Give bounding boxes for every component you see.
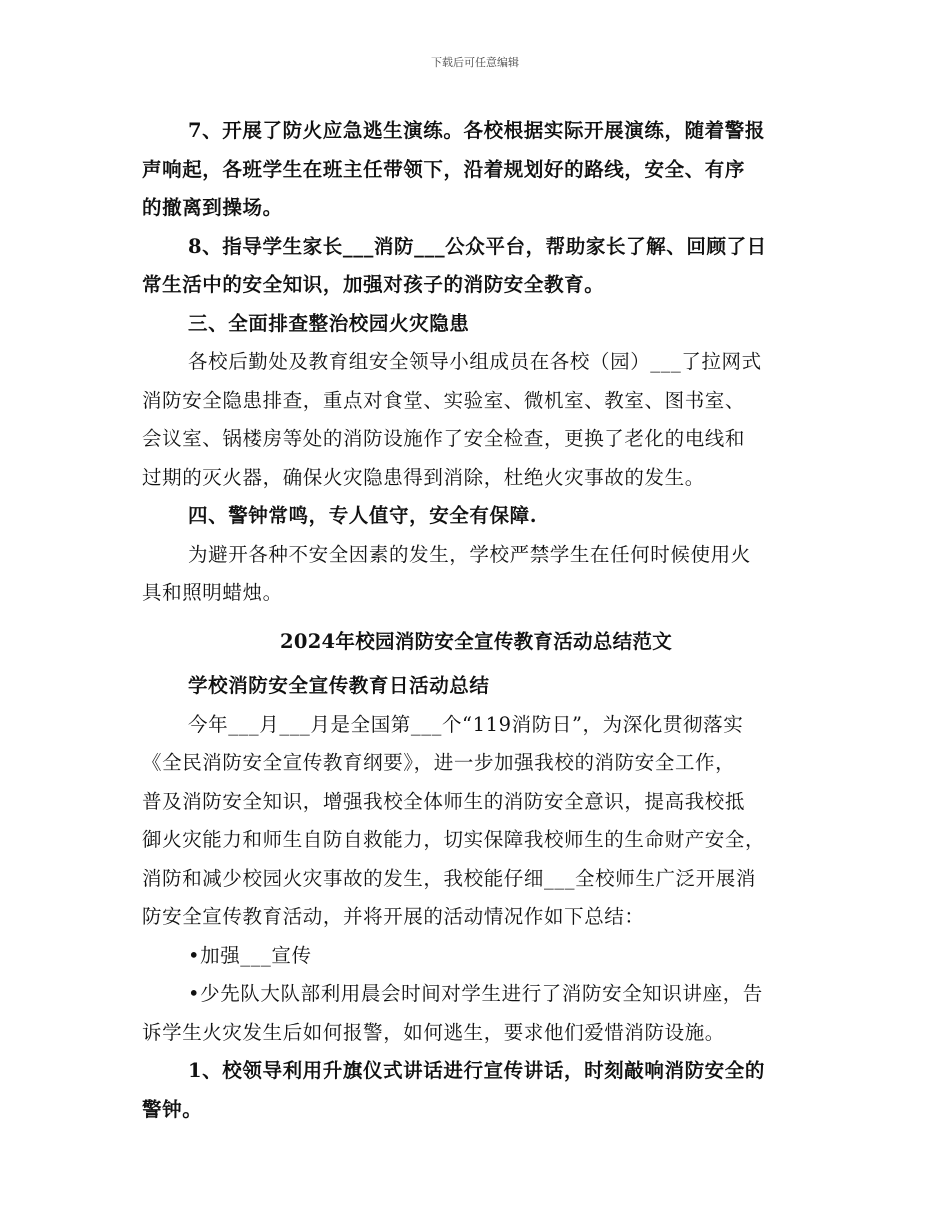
paragraph-4-line: 具和照明蜡烛。: [142, 581, 283, 604]
item-1-line: 警钟。: [142, 1097, 203, 1121]
heading-4: 四、警钟常鸣，专人值守，安全有保障.: [188, 504, 538, 527]
item-1: [142, 1052, 810, 1129]
paragraph-3-line: 各校后勤处及教育组安全领导小组成员在各校（园）___了拉网式: [188, 350, 762, 373]
item-7-line: 声响起，各班学生在班主任带领下，沿着规划好的路线，安全、有序: [142, 157, 746, 181]
paragraph-4: [142, 536, 810, 613]
subtitle: 学校消防安全宣传教育日活动总结: [188, 674, 490, 697]
document-body: [142, 112, 810, 1129]
document-title: 2024年校园消防安全宣传教育活动总结范文: [279, 629, 673, 653]
item-1-line: 1、校领导利用升旗仪式讲话进行宣传讲话，时刻敲响消防安全的: [188, 1059, 765, 1082]
item-7: [142, 112, 810, 228]
heading-3: 三、全面排查整治校园火灾隐患: [188, 311, 470, 335]
intro-line: 防安全宣传教育活动，并将开展的活动情况作如下总结：: [142, 905, 645, 928]
bullet-1: •加强___宣传: [188, 943, 312, 967]
intro-paragraph: [142, 706, 810, 937]
item-7-line: 7、开展了防火应急逃生演练。各校根据实际开展演练，随着警报: [188, 119, 765, 142]
intro-line: 消防和减少校园火灾事故的发生，我校能仔细___全校师生广泛开展消: [142, 866, 756, 890]
bullet-2: [142, 975, 810, 1052]
intro-line: 御火灾能力和师生自防自救能力，切实保障我校师生的生命财产安全，: [142, 828, 766, 851]
paragraph-3-line: 消防安全隐患排查，重点对食堂、实验室、微机室、教室、图书室、: [142, 388, 746, 412]
item-7-line: 的撤离到操场。: [142, 196, 283, 219]
paragraph-3-line: 过期的灭火器，确保火灾隐患得到消除，杜绝火灾事故的发生。: [142, 465, 705, 489]
bullet-2-line: 诉学生火灾发生后如何报警，如何逃生，要求他们爱惜消防设施。: [142, 1020, 725, 1044]
intro-line: 《全民消防安全宣传教育纲要》，进一步加强我校的消防安全工作，: [142, 751, 736, 774]
item-8-line: 8、指导学生家长___消防___公众平台，帮助家长了解、回顾了日: [188, 234, 767, 258]
item-8: [142, 228, 810, 305]
bullet-2-line: •少先队大队部利用晨会时间对学生进行了消防安全知识讲座，告: [188, 982, 763, 1005]
item-8-line: 常生活中的安全知识，加强对孩子的消防安全教育。: [142, 273, 605, 296]
page-header: 下载后可任意编辑: [431, 56, 519, 69]
paragraph-4-line: 为避开各种不安全因素的发生，学校严禁学生在任何时候使用火: [188, 542, 751, 566]
paragraph-3: [142, 343, 810, 497]
intro-line: 普及消防安全知识，增强我校全体师生的消防安全意识，提高我校抵: [142, 789, 746, 813]
intro-line: 今年___月___月是全国第___个“119消防日”，为深化贯彻落实: [188, 712, 744, 736]
paragraph-3-line: 会议室、锅楼房等处的消防设施作了安全检查，更换了老化的电线和: [142, 427, 746, 450]
